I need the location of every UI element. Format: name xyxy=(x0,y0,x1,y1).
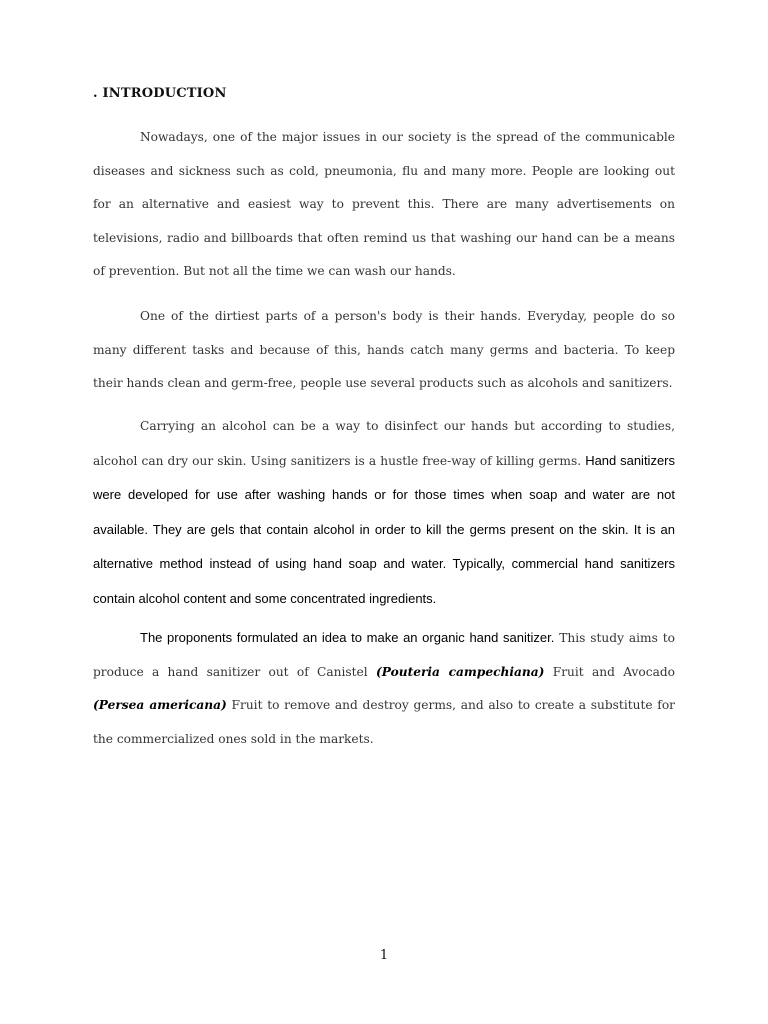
paragraph-sanitizers-text-b: Hand sanitizers were developed for use after washing hands or for those times when soap and water are not available. They are gels that contain alcohol in order to kill the germs present on the skin. It is an alternative method instead of using hand soap and water. Typically, commercial hand sanitizers contain alcohol content and some concentrated ingredients. xyxy=(93,452,676,606)
section-heading: . INTRODUCTION xyxy=(93,86,227,101)
paragraph-sanitizers xyxy=(93,410,675,616)
paragraph-intro-text: Nowadays, one of the major issues in our society is the spread of the communicable diseases and sickness such as cold, pneumonia, flu and many more. People are looking out for an alternative and easiest way to prevent this. There are many advertisements on televisions, radio and billboards that often remind us that washing our hand can be a means of prevention. But not all the time we can wash our hands. xyxy=(93,130,675,278)
paragraph-sanitizers-text-a: Carrying an alcohol can be a way to disinfect our hands but according to studies, alcohol can dry our skin. Using sanitizers is a hustle free-way of killing germs. xyxy=(93,419,675,468)
species-name-avocado: (Persea americana) xyxy=(93,698,227,712)
page-number: 1 xyxy=(379,948,389,963)
paragraph-study-aim-text-b: This study aims to produce a hand sanitizer out of Canistel xyxy=(93,631,675,679)
species-name-canistel: (Pouteria campechiana) xyxy=(375,664,545,679)
paragraph-study-aim-text-d: Fruit to remove and destroy germs, and also to create a substitute for the commercialized ones sold in the markets. xyxy=(93,698,675,746)
paragraph-study-aim xyxy=(93,621,675,756)
paragraph-dirty-hands xyxy=(93,300,675,401)
paragraph-study-aim-text-c: Fruit and Avocado xyxy=(544,664,675,679)
paragraph-study-aim-text-a: The proponents formulated an idea to make an organic hand sanitizer. xyxy=(140,630,555,645)
paragraph-intro xyxy=(93,121,675,289)
paragraph-dirty-hands-text: One of the dirtiest parts of a person's body is their hands. Everyday, people do so many different tasks and because of this, hands catch many germs and bacteria. To keep their hands clean and germ-free, people use several products such as alcohols and sanitizers. xyxy=(93,309,675,390)
